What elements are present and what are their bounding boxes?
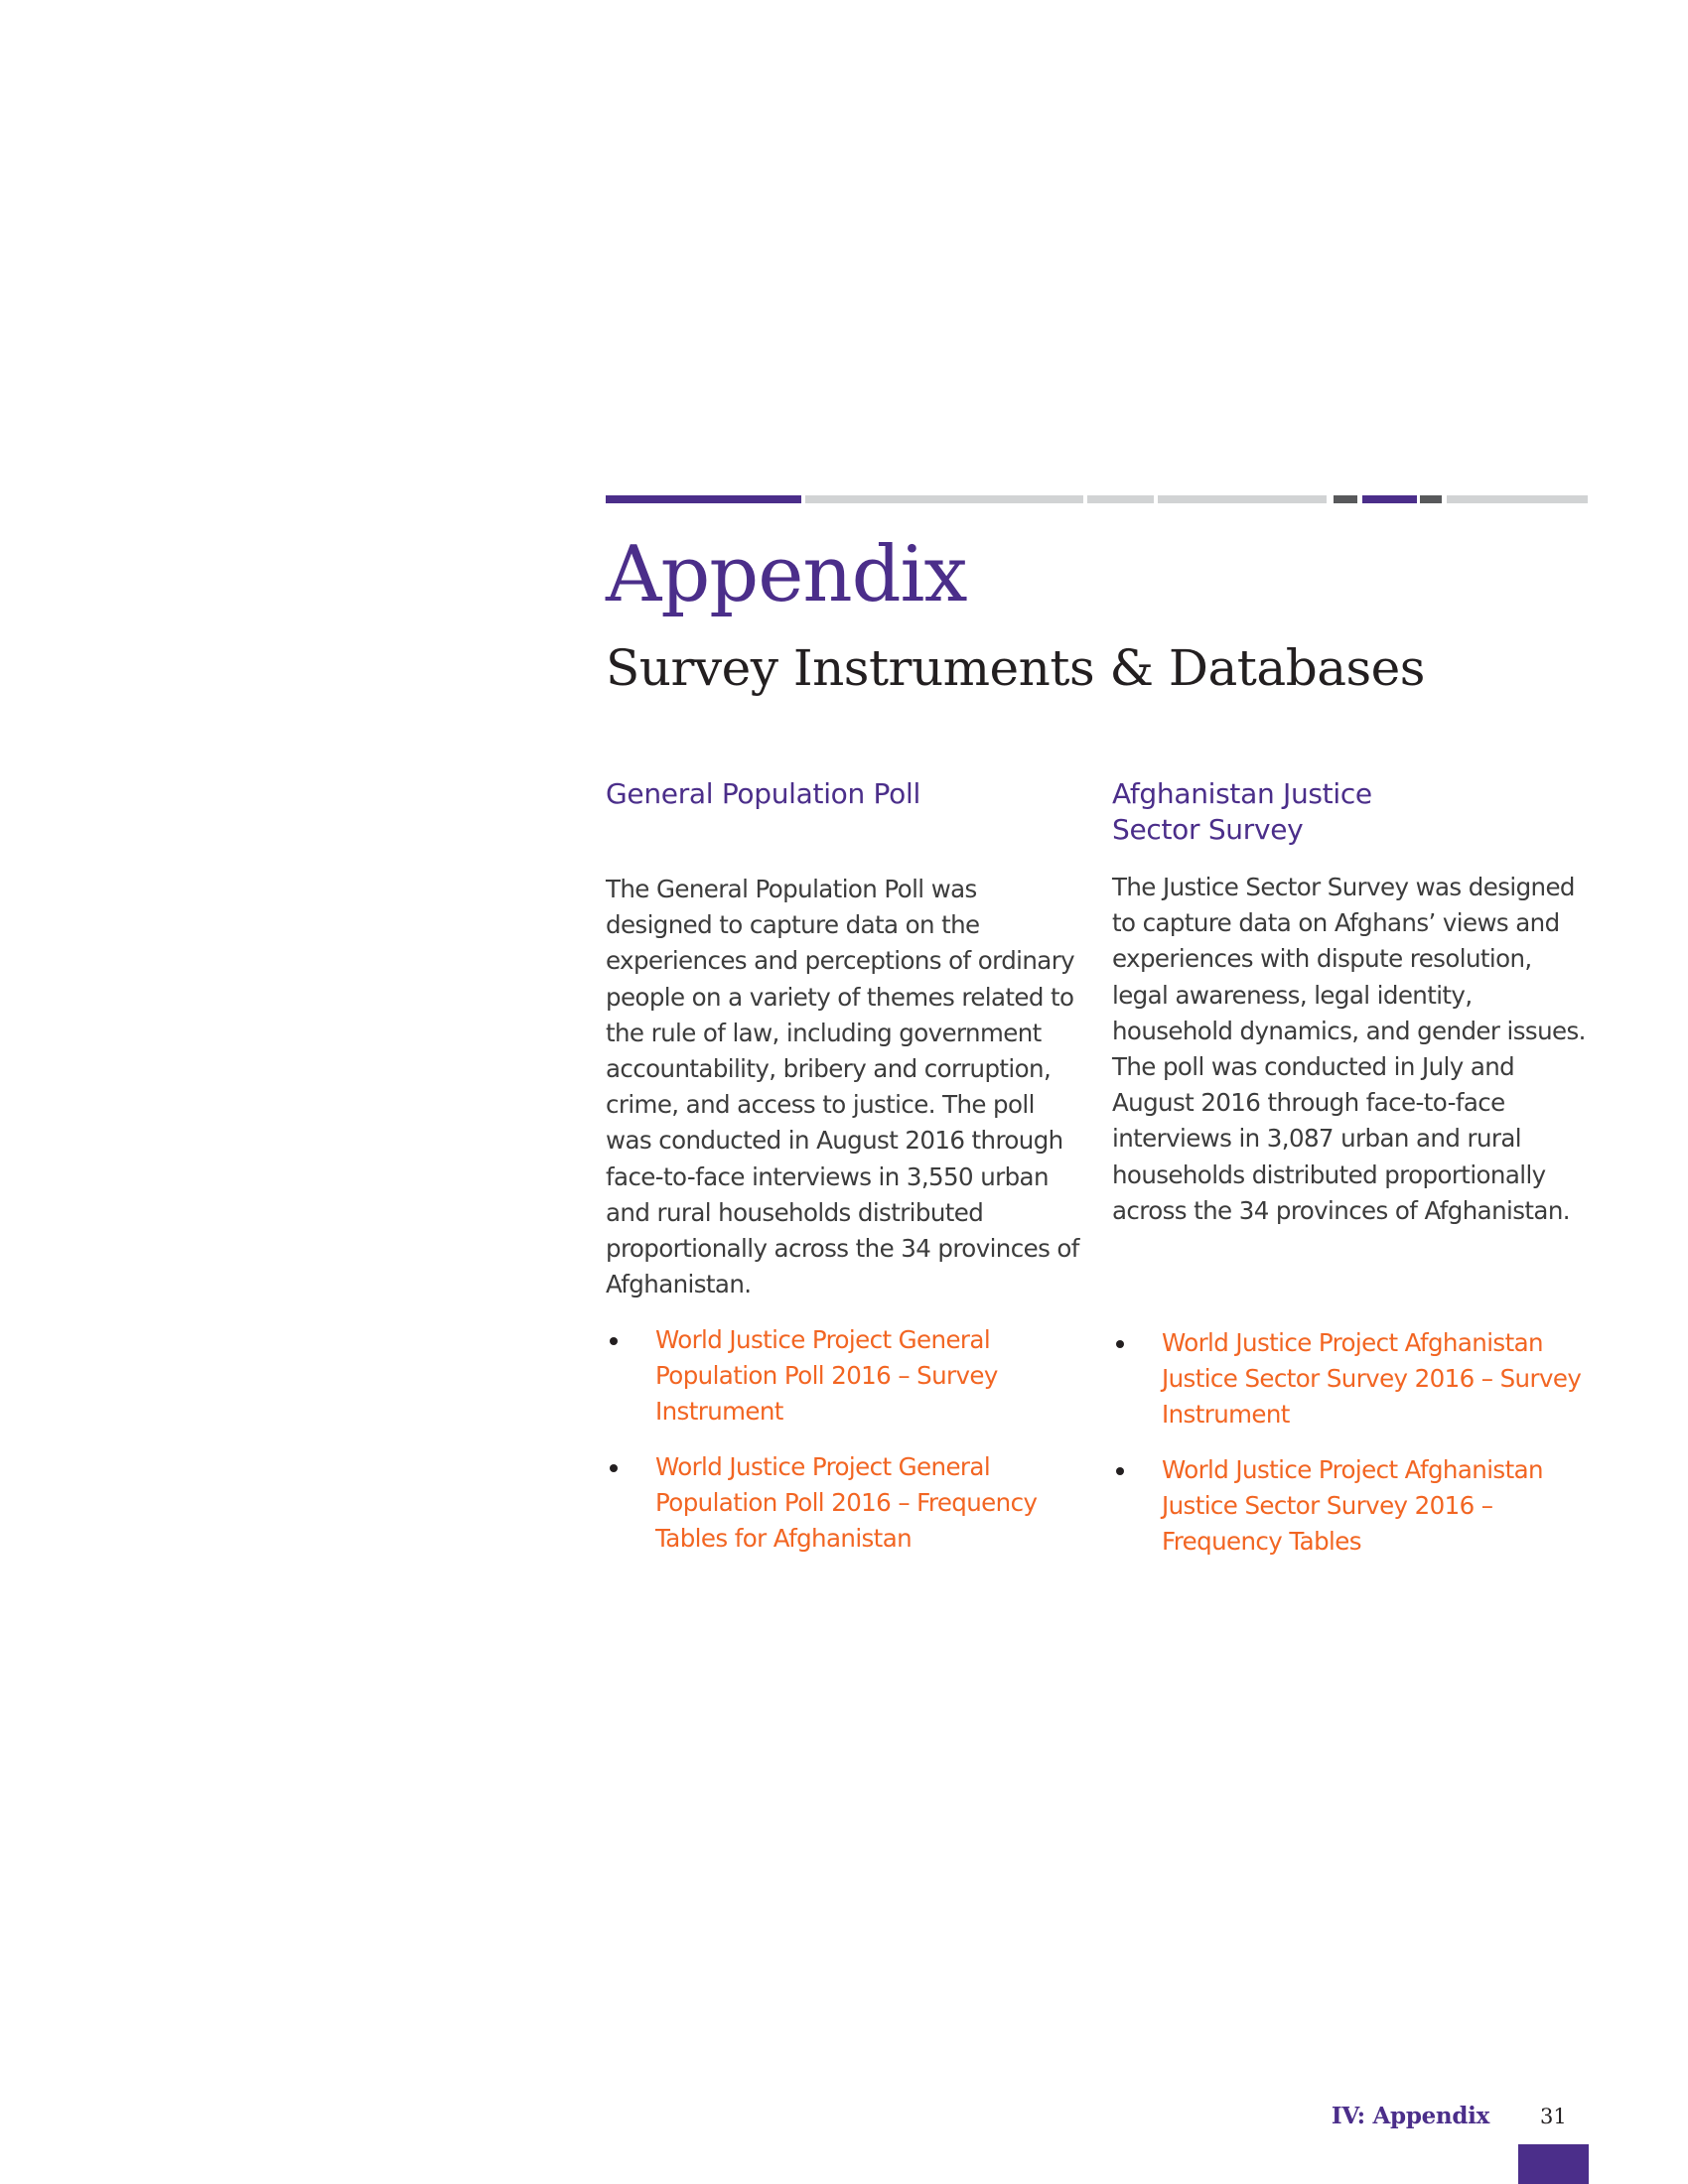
resource-link-label[interactable]: World Justice Project Afghanistan Justice Sector Survey 2016 – Frequency Tables [1162,1454,1543,1557]
rule-segment-purple [1362,495,1417,503]
section-body: The General Population Poll was designed to capture data on the experiences and perceptions of ordinary people on a variety of themes related to the rule of law, including government accountability, bribery and corruption, crime, and access to justice. The poll was conducted in August 2016 through face-to-face interviews in 3,550 urban and rural households distributed proportionally across the 34 provinces of Afghanistan. [606,875,1079,1299]
footer-tab-marker [1518,2144,1589,2184]
resource-link-label[interactable]: World Justice Project General Population Poll 2016 – Frequency Tables for Afghanistan [655,1451,1038,1554]
resource-link-list [1112,1325,1589,1578]
justice-sector-survey-section [1112,776,1589,1557]
general-population-poll-section [606,776,1082,1554]
section-body: The Justice Sector Survey was designed to capture data on Afghans’ views and experiences with dispute resolution, legal awareness, legal identity, household dynamics, and gender issues. The poll was conducted in July and August 2016 through face-to-face interviews in 3,087 urban and rural households distributed proportionally across the 34 provinces of Afghanistan. [1112,873,1586,1225]
resource-link-list [606,1322,1082,1575]
bullet-icon [610,1464,618,1472]
rule-segment-purple [606,495,801,503]
resource-link-survey-instrument[interactable] [1112,1325,1589,1433]
resource-link-survey-instrument[interactable] [606,1322,1082,1431]
section-heading: Afghanistan Justice Sector Survey [1112,777,1372,846]
rule-segment-gray [1158,495,1327,503]
section-heading: General Population Poll [606,777,920,810]
page-number: 31 [1540,2105,1567,2128]
resource-link-label[interactable]: World Justice Project Afghanistan Justice Sector Survey 2016 – Survey Instrument [1162,1328,1582,1430]
bullet-icon [1116,1467,1124,1475]
rule-segment-gray [1087,495,1154,503]
resource-link-label[interactable]: World Justice Project General Population Poll 2016 – Survey Instrument [655,1325,998,1427]
bullet-icon [610,1337,618,1345]
rule-segment-gray [805,495,1083,503]
page-subtitle: Survey Instruments & Databases [606,639,1425,697]
page-title: Appendix [606,530,967,619]
rule-segment-dark [1420,495,1442,503]
rule-segment-gray [1447,495,1588,503]
footer-section-label: IV: Appendix [1331,2103,1489,2129]
resource-link-frequency-tables[interactable] [606,1449,1082,1558]
resource-link-frequency-tables[interactable] [1112,1452,1589,1561]
bullet-icon [1116,1340,1124,1348]
rule-segment-dark [1334,495,1357,503]
